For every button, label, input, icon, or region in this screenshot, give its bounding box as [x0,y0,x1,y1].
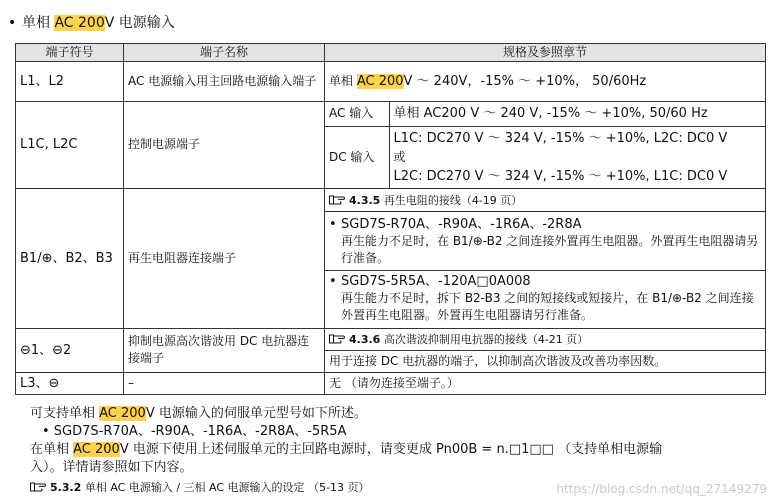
footer-line-2: • SGD7S-R70A、-R90A、-1R6A、-2R8A、-5R5A [42,424,347,439]
table-row [16,372,766,394]
table-row [16,102,766,189]
watermark: https://blog.csdn.net/qq_27149279 [556,482,767,496]
section-heading [8,14,175,32]
ac-input-value: 单相 AC200 V ～ 240 V, -15% ～ +10%, 50/60 Hz [389,102,765,126]
table-header-row [16,44,766,62]
reactor-reference[interactable] [325,329,765,351]
terminal-name: 再生电阻器连接端子 [124,188,325,328]
heading-suffix: V 电源输入 [104,15,175,31]
footer-line-4: 入）。详情请参照如下内容。 [30,460,193,475]
terminal-spec-table [15,43,766,395]
heading-bullet: • [8,15,17,31]
footer-suffix: V 电源下使用上述伺服单元的主回路电源时，请变更成 Pn00B = n.□1□□ （支持单相电源输 [119,442,663,457]
ac-input-label: AC 输入 [325,102,389,126]
ref-text: 高次谐波抑制用电抗器的接线（4-21 页） [380,332,589,346]
terminal-symbol: L1、L2 [16,62,124,102]
reactor-subtable [325,329,765,372]
dc-line-1: L1C: DC270 V ～ 324 V, -15% ～ +10%, L2C: DC0 V [393,130,728,146]
terminal-spec [325,188,766,328]
dc-line-3: L2C: DC270 V ～ 324 V, -15% ～ +10%, L1C: DC0 V [393,168,728,184]
header-symbol: 端子符号 [16,44,124,62]
dc-line-2: 或 [393,149,406,164]
terminal-symbol: B1/⊕、B2、B3 [16,188,124,328]
footer-highlight: AC 200 [99,406,146,421]
table-row [16,62,766,102]
table-row [16,328,766,372]
dc-input-label: DC 输入 [325,126,389,188]
spec-highlight: AC 200 [356,74,404,89]
terminal-symbol: L3、⊖ [16,372,124,394]
heading-prefix: 单相 [22,15,55,31]
dc-input-value [389,126,765,188]
footer-prefix: 可支持单相 [30,406,100,421]
terminal-symbol: ⊖1、⊖2 [16,328,124,372]
header-name: 端子名称 [124,44,325,62]
spec-prefix: 单相 [329,74,357,88]
list-bullet: • [329,216,337,232]
heading-highlight: AC 200 [54,15,105,31]
ref-text: 再生电阻的接线（4-19 页） [380,194,523,207]
list-bullet: • [329,274,337,289]
reactor-desc: 用于连接 DC 电抗器的端子，以抑制高次谐波及改善功率因数。 [329,353,667,368]
terminal-spec [325,328,766,372]
terminal-name: AC 电源输入用主回路电源输入端子 [124,62,325,102]
list-item [325,212,765,271]
terminal-symbol: L1C, L2C [16,102,124,189]
item-desc: 再生能力不足时，在 B1/⊕-B2 之间连接外置再生电阻器。外置再生电阻器请另行准备。 [341,233,759,265]
ref-number: 4.3.6 [349,332,381,346]
item-models: SGD7S-R70A、-R90A、-1R6A、-2R8A [341,216,582,232]
ref-number: 4.3.5 [349,194,381,207]
footer-line-1 [30,406,367,422]
pointing-hand-icon [30,482,46,492]
control-power-subtable [325,102,765,188]
terminal-spec [325,102,766,189]
pointing-hand-icon [329,195,345,205]
ref-number: 5.3.2 [50,481,82,494]
footer-suffix: V 电源输入的伺服单元型号如下所述。 [145,406,367,421]
regen-reference[interactable] [325,190,765,212]
footer-highlight: AC 200 [73,442,120,457]
footer-prefix: 在单相 [30,442,74,457]
header-spec: 规格及参照章节 [325,44,766,62]
item-desc: 再生能力不足时，拆下 B2-B3 之间的短接线或短接片，在 B1/⊕-B2 之间连接外置再生电阻器。外置再生电阻器请另行准备。 [341,291,754,322]
ref-text: 单相 AC 电源输入 / 三相 AC 电源输入的设定 （5-13 页） [81,481,370,494]
terminal-name: 抑制电源高次谐波用 DC 电抗器连接端子 [124,328,325,372]
terminal-name: – [124,372,325,394]
pointing-hand-icon [329,334,345,344]
footer-reference[interactable] [30,480,370,496]
table-row [16,188,766,328]
spec-suffix: V ～ 240V，-15% ～ +10%， 50/60Hz [403,74,647,89]
terminal-spec: 无 （请勿连接至端子。） [325,372,766,394]
terminal-spec [325,62,766,102]
footer-line-3 [30,442,662,458]
regen-subtable [325,190,765,326]
terminal-name: 控制电源端子 [124,102,325,189]
item-models: SGD7S-5R5A、-120A□0A008 [341,274,531,289]
list-item [325,271,765,327]
